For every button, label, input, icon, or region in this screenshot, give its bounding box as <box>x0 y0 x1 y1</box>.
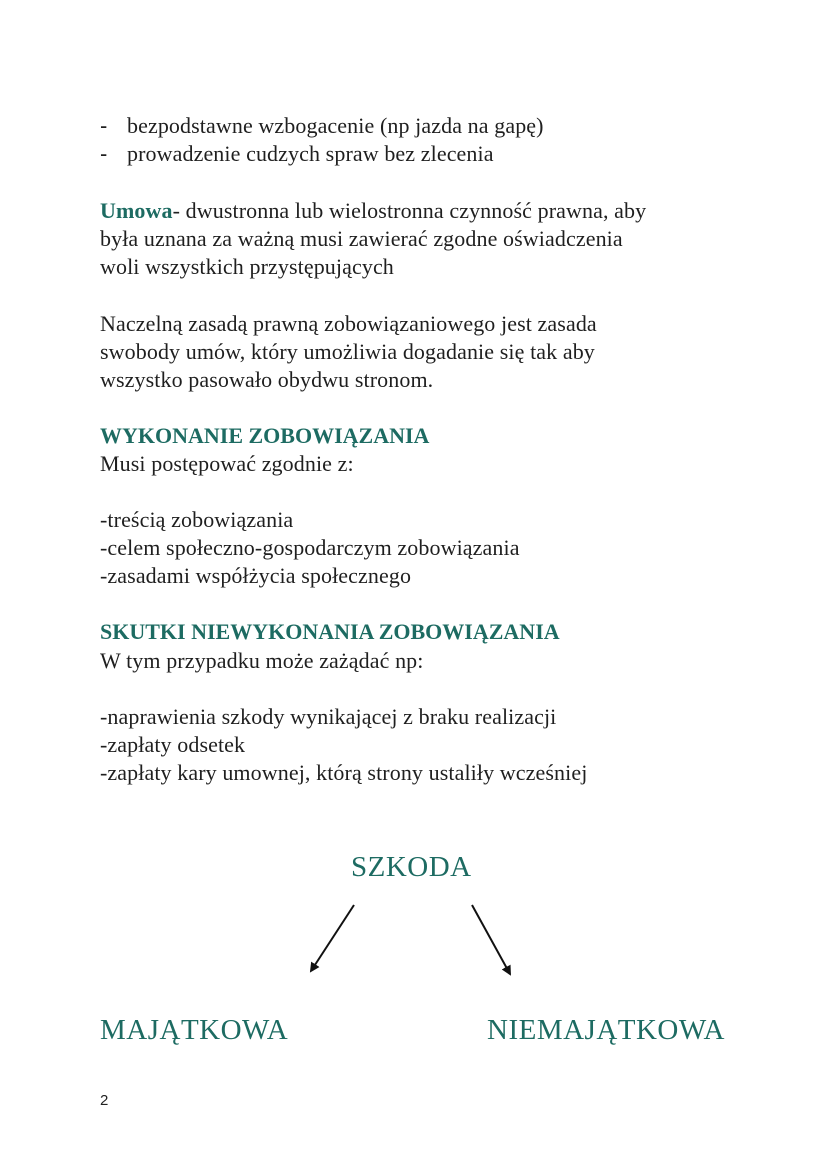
skutki-intro: W tym przypadku może zażądać np: <box>100 648 424 673</box>
zasada-line-1: Naczelną zasadą prawną zobowiązaniowego jest zasada <box>100 311 597 336</box>
zasada-line-3: wszystko pasowało obydwu stronom. <box>100 367 434 392</box>
arrow-left <box>311 905 354 971</box>
bullet-item: prowadzenie cudzych spraw bez zlecenia <box>127 141 494 166</box>
skutki-item: -zapłaty kary umownej, którą strony ustaliły wcześniej <box>100 760 588 785</box>
diagram-leaf-majatkowa: MAJĄTKOWA <box>100 1014 289 1046</box>
bullet-dash: - <box>100 141 108 166</box>
bullet-dash: - <box>100 113 108 138</box>
wykonanie-item: -zasadami współżycia społecznego <box>100 563 412 588</box>
arrow-right <box>472 905 510 974</box>
skutki-item: -naprawienia szkody wynikającej z braku realizacji <box>100 704 557 729</box>
umowa-definition-line-3: woli wszystkich przystępujących <box>100 254 394 279</box>
bullet-item: bezpodstawne wzbogacenie (np jazda na gapę) <box>127 113 544 138</box>
umowa-definition-line-1 <box>100 197 646 225</box>
wykonanie-intro: Musi postępować zgodnie z: <box>100 451 354 476</box>
diagram-root-szkoda: SZKODA <box>351 851 472 883</box>
umowa-definition-line-2: była uznana za ważną musi zawierać zgodne oświadczenia <box>100 226 623 251</box>
section-heading-wykonanie: WYKONANIE ZOBOWIĄZANIA <box>100 423 430 448</box>
umowa-text: - dwustronna lub wielostronna czynność prawna, aby <box>172 198 647 223</box>
page-number: 2 <box>100 1092 109 1109</box>
section-heading-skutki: SKUTKI NIEWYKONANIA ZOBOWIĄZANIA <box>100 619 560 644</box>
diagram-leaf-niemajatkowa: NIEMAJĄTKOWA <box>487 1014 725 1046</box>
skutki-item: -zapłaty odsetek <box>100 732 246 757</box>
wykonanie-item: -celem społeczno-gospodarczym zobowiązania <box>100 535 520 560</box>
umowa-term: Umowa <box>100 198 173 223</box>
zasada-line-2: swobody umów, który umożliwia dogadanie się tak aby <box>100 339 595 364</box>
wykonanie-item: -treścią zobowiązania <box>100 507 294 532</box>
